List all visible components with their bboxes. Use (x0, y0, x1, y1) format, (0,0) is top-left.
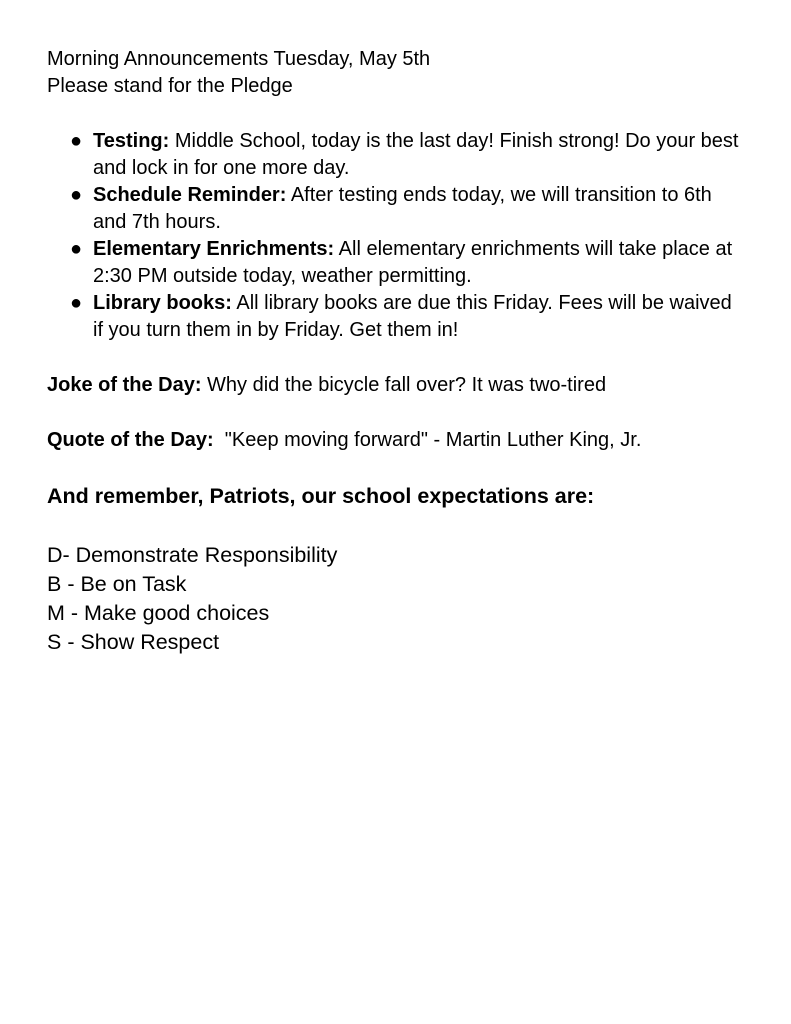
item-text: Middle School, today is the last day! Finish strong! Do your best and lock in for one more day. (93, 130, 739, 179)
item-label: Schedule Reminder: (93, 184, 287, 206)
item-label: Testing: (93, 130, 170, 152)
bullet-icon: ● (69, 184, 83, 206)
announcement-document (47, 46, 747, 657)
item-text: All elementary enrichments will take place at 2:30 PM outside today, weather permitting. (93, 238, 733, 287)
list-item-schedule (47, 182, 747, 236)
item-text: After testing ends today, we will transition to 6th and 7th hours. (93, 184, 712, 233)
document-title: Morning Announcements Tuesday, May 5th (47, 48, 431, 70)
joke-text: Why did the bicycle fall over? It was two-tired (201, 374, 607, 396)
bullet-icon: ● (69, 238, 83, 260)
expectation-item: S - Show Respect (47, 630, 220, 654)
quote-of-the-day (47, 427, 747, 454)
item-label: Elementary Enrichments: (93, 238, 335, 260)
expectation-item: M - Make good choices (47, 601, 270, 625)
joke-label: Joke of the Day: (47, 374, 202, 396)
bullet-icon: ● (69, 130, 83, 152)
quote-text: "Keep moving forward" - Martin Luther King, Jr. (213, 429, 642, 451)
quote-label: Quote of the Day: (47, 429, 214, 451)
announcement-list (47, 128, 747, 344)
expectations-list (47, 541, 747, 657)
joke-of-the-day (47, 372, 747, 399)
bullet-icon: ● (69, 292, 83, 314)
item-label: Library books: (93, 292, 232, 314)
expectations-heading: And remember, Patriots, our school expectations are: (47, 484, 595, 508)
item-text: All library books are due this Friday. Fees will be waived if you turn them in by Friday. Get them in! (93, 292, 732, 341)
list-item-library (47, 290, 747, 344)
pledge-instruction: Please stand for the Pledge (47, 75, 293, 97)
expectation-item: B - Be on Task (47, 572, 187, 596)
list-item-enrichments (47, 236, 747, 290)
expectation-item: D- Demonstrate Responsibility (47, 543, 338, 567)
list-item-testing (47, 128, 747, 182)
